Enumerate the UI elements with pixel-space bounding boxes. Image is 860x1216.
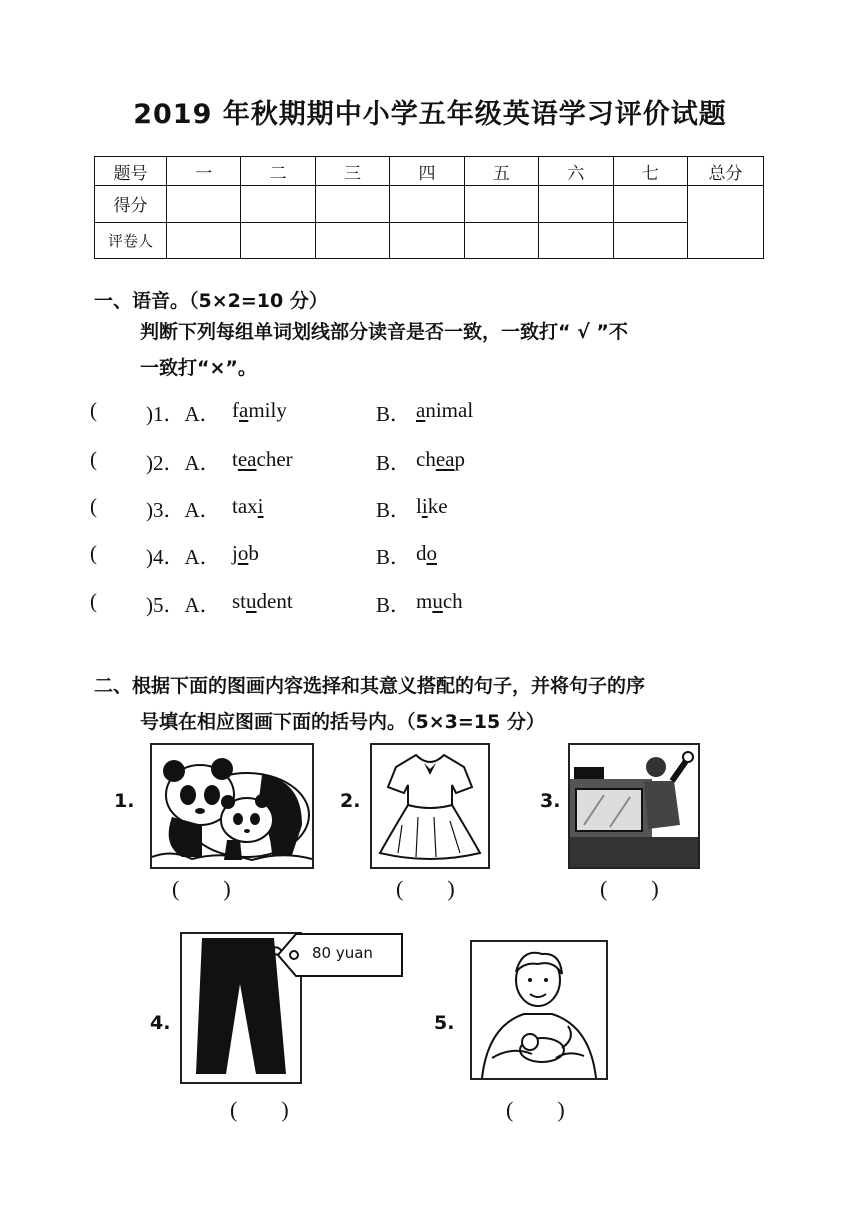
panda-icon (150, 743, 314, 869)
question-number: )3．A． (146, 498, 221, 522)
header-cell: 七 (613, 157, 687, 186)
option-b-label: B． (376, 451, 412, 475)
taxi-man-icon (568, 743, 700, 869)
score-cell[interactable] (390, 186, 464, 222)
grader-cell[interactable] (539, 222, 613, 258)
section2-title (94, 668, 784, 740)
option-a-word: family (232, 398, 287, 422)
question-number: )1．A． (146, 402, 221, 426)
option-b-word: cheap (416, 447, 465, 471)
grader-cell[interactable] (390, 222, 464, 258)
score-row-label: 得分 (95, 186, 167, 222)
option-b-label: B． (376, 498, 412, 522)
score-cell[interactable] (539, 186, 613, 222)
answer-paren[interactable]: ( ) (506, 1097, 565, 1122)
option-b-label: B． (376, 593, 412, 617)
option-b-word: much (416, 589, 463, 613)
picture-number: 4. (150, 1012, 171, 1034)
answer-paren[interactable]: ( ) (600, 876, 659, 901)
answer-bracket[interactable]: ( (90, 589, 97, 613)
grader-cell[interactable] (464, 222, 538, 258)
header-cell: 五 (464, 157, 538, 186)
answer-bracket[interactable]: ( (90, 447, 97, 471)
option-b-label: B． (376, 402, 412, 426)
option-b-label: B． (376, 545, 412, 569)
question-number: )4．A． (146, 545, 221, 569)
option-a-word: teacher (232, 447, 293, 471)
question-3 (90, 494, 690, 524)
score-cell[interactable] (315, 186, 389, 222)
total-score-cell[interactable] (688, 186, 764, 259)
picture-number: 5. (434, 1012, 455, 1034)
option-b-word: do (416, 541, 437, 565)
option-a-word: student (232, 589, 293, 613)
question-number: )5．A． (146, 593, 221, 617)
header-cell: 总分 (688, 157, 764, 186)
header-cell: 二 (241, 157, 315, 186)
picture-number: 1. (114, 790, 135, 812)
score-cell[interactable] (464, 186, 538, 222)
option-a-word: job (232, 541, 259, 565)
price-tag-label: 80 yuan (312, 944, 373, 962)
answer-bracket[interactable]: ( (90, 541, 97, 565)
instruction-line: 一致打“×”。 (140, 357, 257, 379)
header-cell: 一 (167, 157, 241, 186)
answer-bracket[interactable]: ( (90, 494, 97, 518)
header-cell: 三 (315, 157, 389, 186)
grader-cell[interactable] (613, 222, 687, 258)
option-a-word: taxi (232, 494, 264, 518)
score-table-header-row (95, 157, 764, 186)
grader-cell[interactable] (241, 222, 315, 258)
picture-number: 2. (340, 790, 361, 812)
section1-title: 一、语音。（5×2=10 分） (94, 290, 328, 312)
score-cell[interactable] (613, 186, 687, 222)
score-table (94, 156, 764, 259)
grader-row (95, 222, 764, 258)
question-2 (90, 447, 690, 477)
dress-icon (370, 743, 490, 869)
grader-cell[interactable] (315, 222, 389, 258)
header-cell: 六 (539, 157, 613, 186)
price-tag (276, 932, 404, 978)
question-1 (90, 398, 690, 428)
score-cell[interactable] (167, 186, 241, 222)
section2-title-line: 二、根据下面的图画内容选择和其意义搭配的句子，并将句子的序 (94, 675, 646, 697)
score-cell[interactable] (241, 186, 315, 222)
header-cell: 题号 (95, 157, 167, 186)
man-holding-cat-icon (470, 940, 608, 1080)
section2-title-line: 号填在相应图画下面的括号内。（5×3=15 分） (140, 711, 545, 733)
question-4 (90, 541, 690, 571)
answer-paren[interactable]: ( ) (230, 1097, 289, 1122)
grader-cell[interactable] (167, 222, 241, 258)
score-row (95, 186, 764, 222)
picture-number: 3. (540, 790, 561, 812)
option-b-word: animal (416, 398, 474, 422)
exam-title: 2019 年秋期期中小学五年级英语学习评价试题 (133, 99, 727, 130)
section1-instruction (140, 314, 780, 386)
answer-paren[interactable]: ( ) (396, 876, 455, 901)
instruction-line: 判断下列每组单词划线部分读音是否一致，一致打“ √ ”不 (140, 321, 628, 343)
answer-paren[interactable]: ( ) (172, 876, 231, 901)
option-b-word: like (416, 494, 448, 518)
header-cell: 四 (390, 157, 464, 186)
question-5 (90, 589, 690, 619)
question-number: )2．A． (146, 451, 221, 475)
answer-bracket[interactable]: ( (90, 398, 97, 422)
grader-row-label: 评卷人 (95, 222, 167, 258)
